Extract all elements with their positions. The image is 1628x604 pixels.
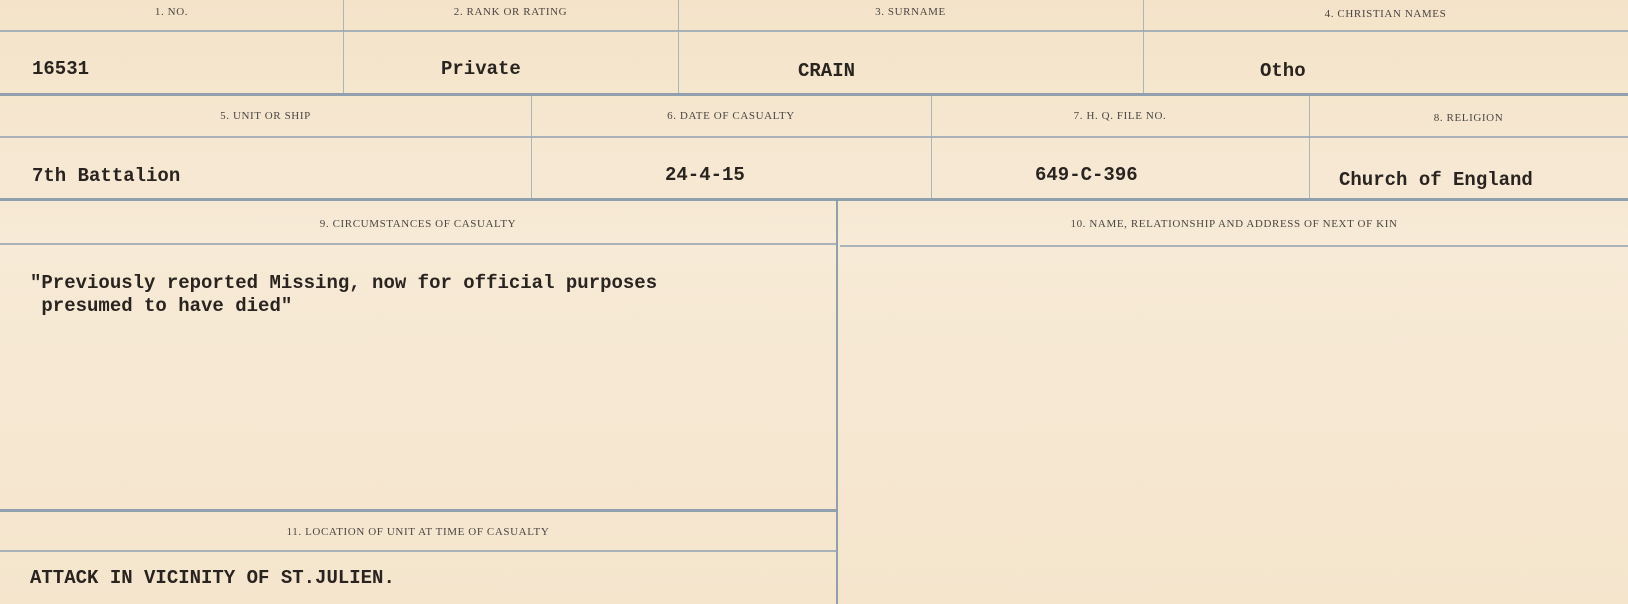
unit-value: 7th Battalion	[32, 165, 181, 187]
field-religion	[1309, 96, 1628, 198]
date-value: 24-4-15	[665, 164, 745, 186]
file-number-value: 649-C-396	[1035, 164, 1138, 186]
row-2	[0, 96, 1628, 198]
field-rank	[343, 0, 678, 92]
field-location	[0, 512, 836, 604]
field-unit	[0, 96, 531, 198]
field-label: 1. NO.	[154, 6, 189, 18]
rule-line	[0, 198, 1628, 201]
field-label: 3. SURNAME	[875, 6, 946, 18]
location-value: ATTACK IN VICINITY OF ST.JULIEN.	[30, 567, 395, 589]
rule-line	[931, 96, 932, 198]
field-date-of-casualty	[531, 96, 931, 198]
religion-value: Church of England	[1339, 169, 1533, 191]
christian-names-value: Otho	[1260, 60, 1306, 82]
field-no	[0, 0, 343, 92]
field-label: 7. H. Q. FILE NO.	[1073, 110, 1167, 122]
rule-line	[678, 0, 679, 93]
rule-line	[836, 200, 838, 604]
rule-line	[343, 0, 344, 93]
field-surname	[678, 0, 1143, 92]
rule-line	[0, 243, 836, 245]
field-next-of-kin	[840, 200, 1628, 604]
field-label: 5. UNIT OR SHIP	[220, 110, 311, 122]
rule-line	[0, 509, 836, 512]
field-label: 4. CHRISTIAN NAMES	[1324, 8, 1447, 20]
rule-line	[0, 30, 1628, 32]
field-label: 11. LOCATION OF UNIT AT TIME OF CASUALTY	[286, 526, 550, 538]
rule-line	[1309, 96, 1310, 198]
rule-line	[840, 245, 1628, 247]
field-label: 9. CIRCUMSTANCES OF CASUALTY	[319, 218, 517, 230]
field-circumstances	[0, 200, 836, 508]
row-1	[0, 0, 1628, 92]
service-number: 16531	[32, 58, 90, 80]
field-label: 8. RELIGION	[1433, 112, 1504, 124]
rule-line	[0, 93, 1628, 96]
rule-line	[0, 550, 836, 552]
rule-line	[531, 96, 532, 198]
circumstances-line-1: "Previously reported Missing, now for official purposes	[30, 272, 658, 294]
surname-value: CRAIN	[798, 60, 856, 82]
field-label: 2. RANK OR RATING	[453, 6, 568, 18]
rank-value: Private	[441, 58, 521, 80]
field-hq-file-no	[931, 96, 1309, 198]
field-label: 6. DATE OF CASUALTY	[667, 110, 795, 122]
rule-line	[1143, 0, 1144, 93]
field-label: 10. NAME, RELATIONSHIP AND ADDRESS OF NEXT OF KIN	[1070, 218, 1398, 230]
circumstances-line-2: presumed to have died"	[30, 295, 293, 317]
rule-line	[0, 136, 1628, 138]
field-christian-names	[1143, 0, 1628, 92]
